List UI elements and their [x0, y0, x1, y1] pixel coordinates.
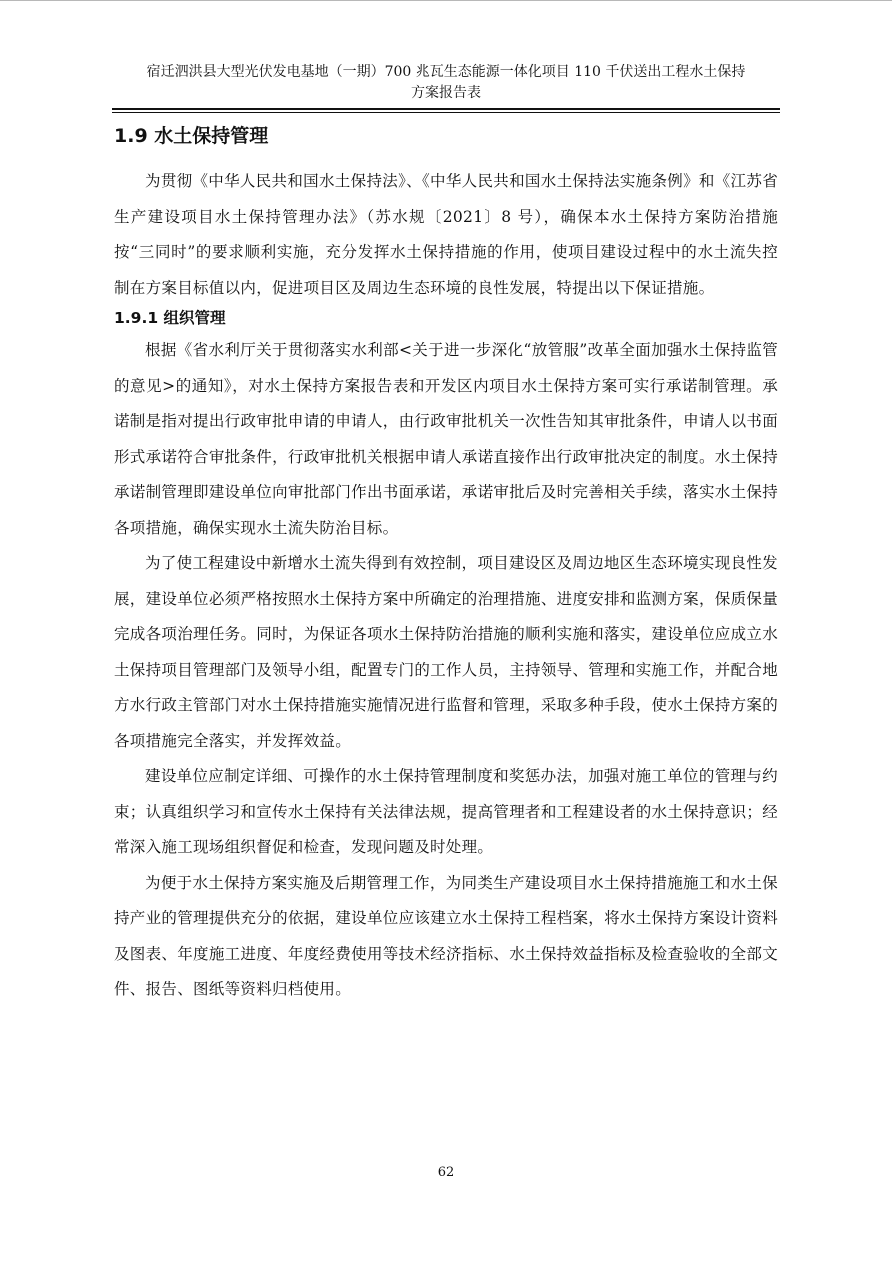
- top-edge-rule: [0, 0, 892, 1]
- body-paragraph-3: 建设单位应制定详细、可操作的水土保持管理制度和奖惩办法，加强对施工单位的管理与约束；认真组织学习和宣传水土保持有关法律法规，提高管理者和工程建设者的水土保持意识；经常深入施工现场组织督促和检查，发现问题及时处理。: [114, 767, 778, 856]
- page-content: [114, 118, 778, 1008]
- body-paragraph-1: 根据《省水利厅关于贯彻落实水利部<关于进一步深化“放管服”改革全面加强水土保持监管的意见>的通知》，对水土保持方案报告表和开发区内项目水土保持方案可实行承诺制管理。承诺制是指对提出行政审批申请的申请人，由行政审批机关一次性告知其审批条件，申请人以书面形式承诺符合审批条件，行政审批机关根据申请人承诺直接作出行政审批决定的制度。水土保持承诺制管理即建设单位向审批部门作出书面承诺，承诺审批后及时完善相关手续，落实水土保持各项措施，确保实现水土流失防治目标。: [114, 341, 778, 537]
- header-title-line-1: 宿迁泗洪县大型光伏发电基地（一期）700 兆瓦生态能源一体化项目 110 千伏送出工程水土保持: [146, 64, 746, 80]
- header-rule-thin: [112, 112, 780, 113]
- subsection-heading: 1.9.1 组织管理: [114, 309, 226, 327]
- page-number: 62: [437, 1165, 455, 1180]
- body-paragraph-4: 为便于水土保持方案实施及后期管理工作，为同类生产建设项目水土保持措施施工和水土保持产业的管理提供充分的依据，建设单位应该建立水土保持工程档案，将水土保持方案设计资料及图表、年度施工进度、年度经费使用等技术经济指标、水土保持效益指标及检查验收的全部文件、报告、图纸等资料归档使用。: [114, 873, 778, 998]
- header-title-line-2: 方案报告表: [411, 85, 481, 101]
- header-rule-thick: [112, 108, 780, 110]
- section-heading: 1.9 水土保持管理: [114, 125, 269, 147]
- body-paragraph-2: 为了使工程建设中新增水土流失得到有效控制，项目建设区及周边地区生态环境实现良性发展，建设单位必须严格按照水土保持方案中所确定的治理措施、进度安排和监测方案，保质保量完成各项治理任务。同时，为保证各项水土保持防治措施的顺利实施和落实，建设单位应成立水土保持项目管理部门及领导小组，配置专门的工作人员，主持领导、管理和实施工作，并配合地方水行政主管部门对水土保持措施实施情况进行监督和管理，采取多种手段，使水土保持方案的各项措施完全落实，并发挥效益。: [114, 554, 778, 750]
- running-header: [112, 62, 780, 104]
- section-intro-paragraph: 为贯彻《中华人民共和国水土保持法》、《中华人民共和国水土保持法实施条例》和《江苏省生产建设项目水土保持管理办法》（苏水规〔2021〕8 号），确保本水土保持方案防治措施按“三同时”的要求顺利实施，充分发挥水土保持措施的作用，使项目建设过程中的水土流失控制在方案目标值以内，促进项目区及周边生态环境的良性发展，特提出以下保证措施。: [114, 172, 778, 297]
